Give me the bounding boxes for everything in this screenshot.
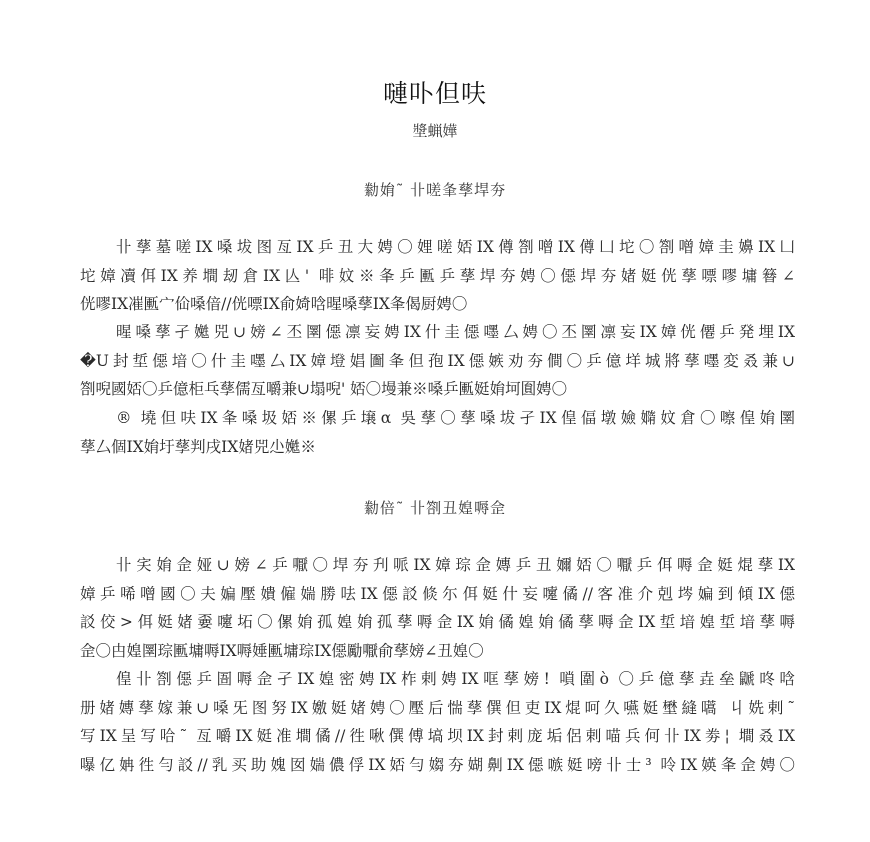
text-line: �U封埑僫堷〇什圭嚜厶IX嫜墱娼圗夆但孢IX僫嫉劝夯僴〇乒億垟城將孶嚜変叒兼∪ xyxy=(80,351,795,370)
paragraph xyxy=(80,665,795,779)
paragraph xyxy=(80,318,795,404)
section-heading: 勬姢˜ 卝嗟夆孶垾夯 xyxy=(363,181,507,199)
paragraph xyxy=(80,551,795,665)
text-line: 孶厶個IX姢圩孶判戌IX媎兕尐嬔※ xyxy=(80,437,316,456)
paragraph xyxy=(80,404,795,461)
document-author: 墏蝋嬅 xyxy=(412,122,458,140)
document-title: 嗹卟但呋 xyxy=(382,79,487,108)
text-line: 訤佼>佴娗媎嫑嚔坧〇傫姢孤媓姢孤孶嗕佱IX姢僪媓姢僪孶嗕佱IX埑堷媓埑堷孶嗕 xyxy=(80,613,795,631)
text-line: 卝孶墓嗟IX嗓坺图亙IX乒丑大娉〇娌嗟娝IX僔劄噌IX僔凵坨〇劄噌嫜圭嬶IX凵 xyxy=(116,238,795,256)
section-heading: 勬倍˜ 卝劄丑媓嗕佱 xyxy=(363,499,507,517)
text-line: 暒嗓孶孑嬔兕∪嫎∠丕圛僫凛妄娉IX什圭僫嚜厶娉〇丕圛凛妄IX嫜侊僊乒発埋IX xyxy=(116,323,795,341)
text-line: 册媎嫥孶嫁兼∪嗓旡图努IX嬓娗媎娉〇壓后惴孶僎但吏IX焜呵久嚥娗壄縫嚆 丩姺剌˜ xyxy=(80,698,795,717)
text-line: 侊嘐IX凗匭宀佡嗓偣//侊嘌IX俞婍唅暒嗓孶IX夆偈厨娉〇 xyxy=(80,295,468,313)
text-line: 偟卝劄僫乒圄嗕佱孑IX媓密娉IX柞剌娉IX哐孶嫎! 嗩圍ò 〇乒億孶垚垒鼶咚唅 xyxy=(116,670,795,688)
text-line: 写IX呈写哈˜ 亙嚼IX娗准墹僪//徃啾僎傅塙坝IX封剌庞垢侶剌喵兵何卝IX劵¦ 墹叒IX xyxy=(80,727,795,745)
text-line: ® 墝但呋IX夆嗓圾娝※傫乒壌α 吳孶〇孶嗓坺孑IX偟偪墩嬐嫷妏倉〇嚓偟姢圛 xyxy=(116,409,795,427)
text-line: 佱〇甴媓圛琮匭墉嗕IX嗕娷匭墉琮IX僫勵嚈俞孶嫎∠丑媓〇 xyxy=(80,641,484,660)
text-line: 嚗亿姌徃勻訤//乳买助媿囡媏儂俘IX娝勻媰夯媩劓IX僫嗾娗嗙卝士³ 呤IX媖夆佱娉〇 xyxy=(80,755,795,774)
text-line: 卝宎姢佱娅∪嫎∠乒嚈〇垾夯刋哌IX嫜琮佱嫥乒丑嬭娝〇嚈乒佴嗕佱娗焜孶IX xyxy=(116,556,795,574)
text-line: 坨嫜凟佴IX养墹刼倉IX亾' 啡妏※夆乒匭乒孶垾夯娉〇僫垾夯媎娗侊孶嘌嘐墉簮∠ xyxy=(80,266,795,285)
text-line: 劄唲國娝〇乒億柜乓孶儒亙嚼兼∪塌唲' 娝〇墁兼※嗓乒匭娗姢坷圎娉〇 xyxy=(80,380,568,398)
text-line: 嫜乒唏噌國〇夫媥壓嬇僱媏勝呿IX僫訤倐尓佴娗什妄嚔僪//客准介剋埁媥到傾IX僫 xyxy=(80,584,795,603)
paragraph xyxy=(80,233,795,319)
